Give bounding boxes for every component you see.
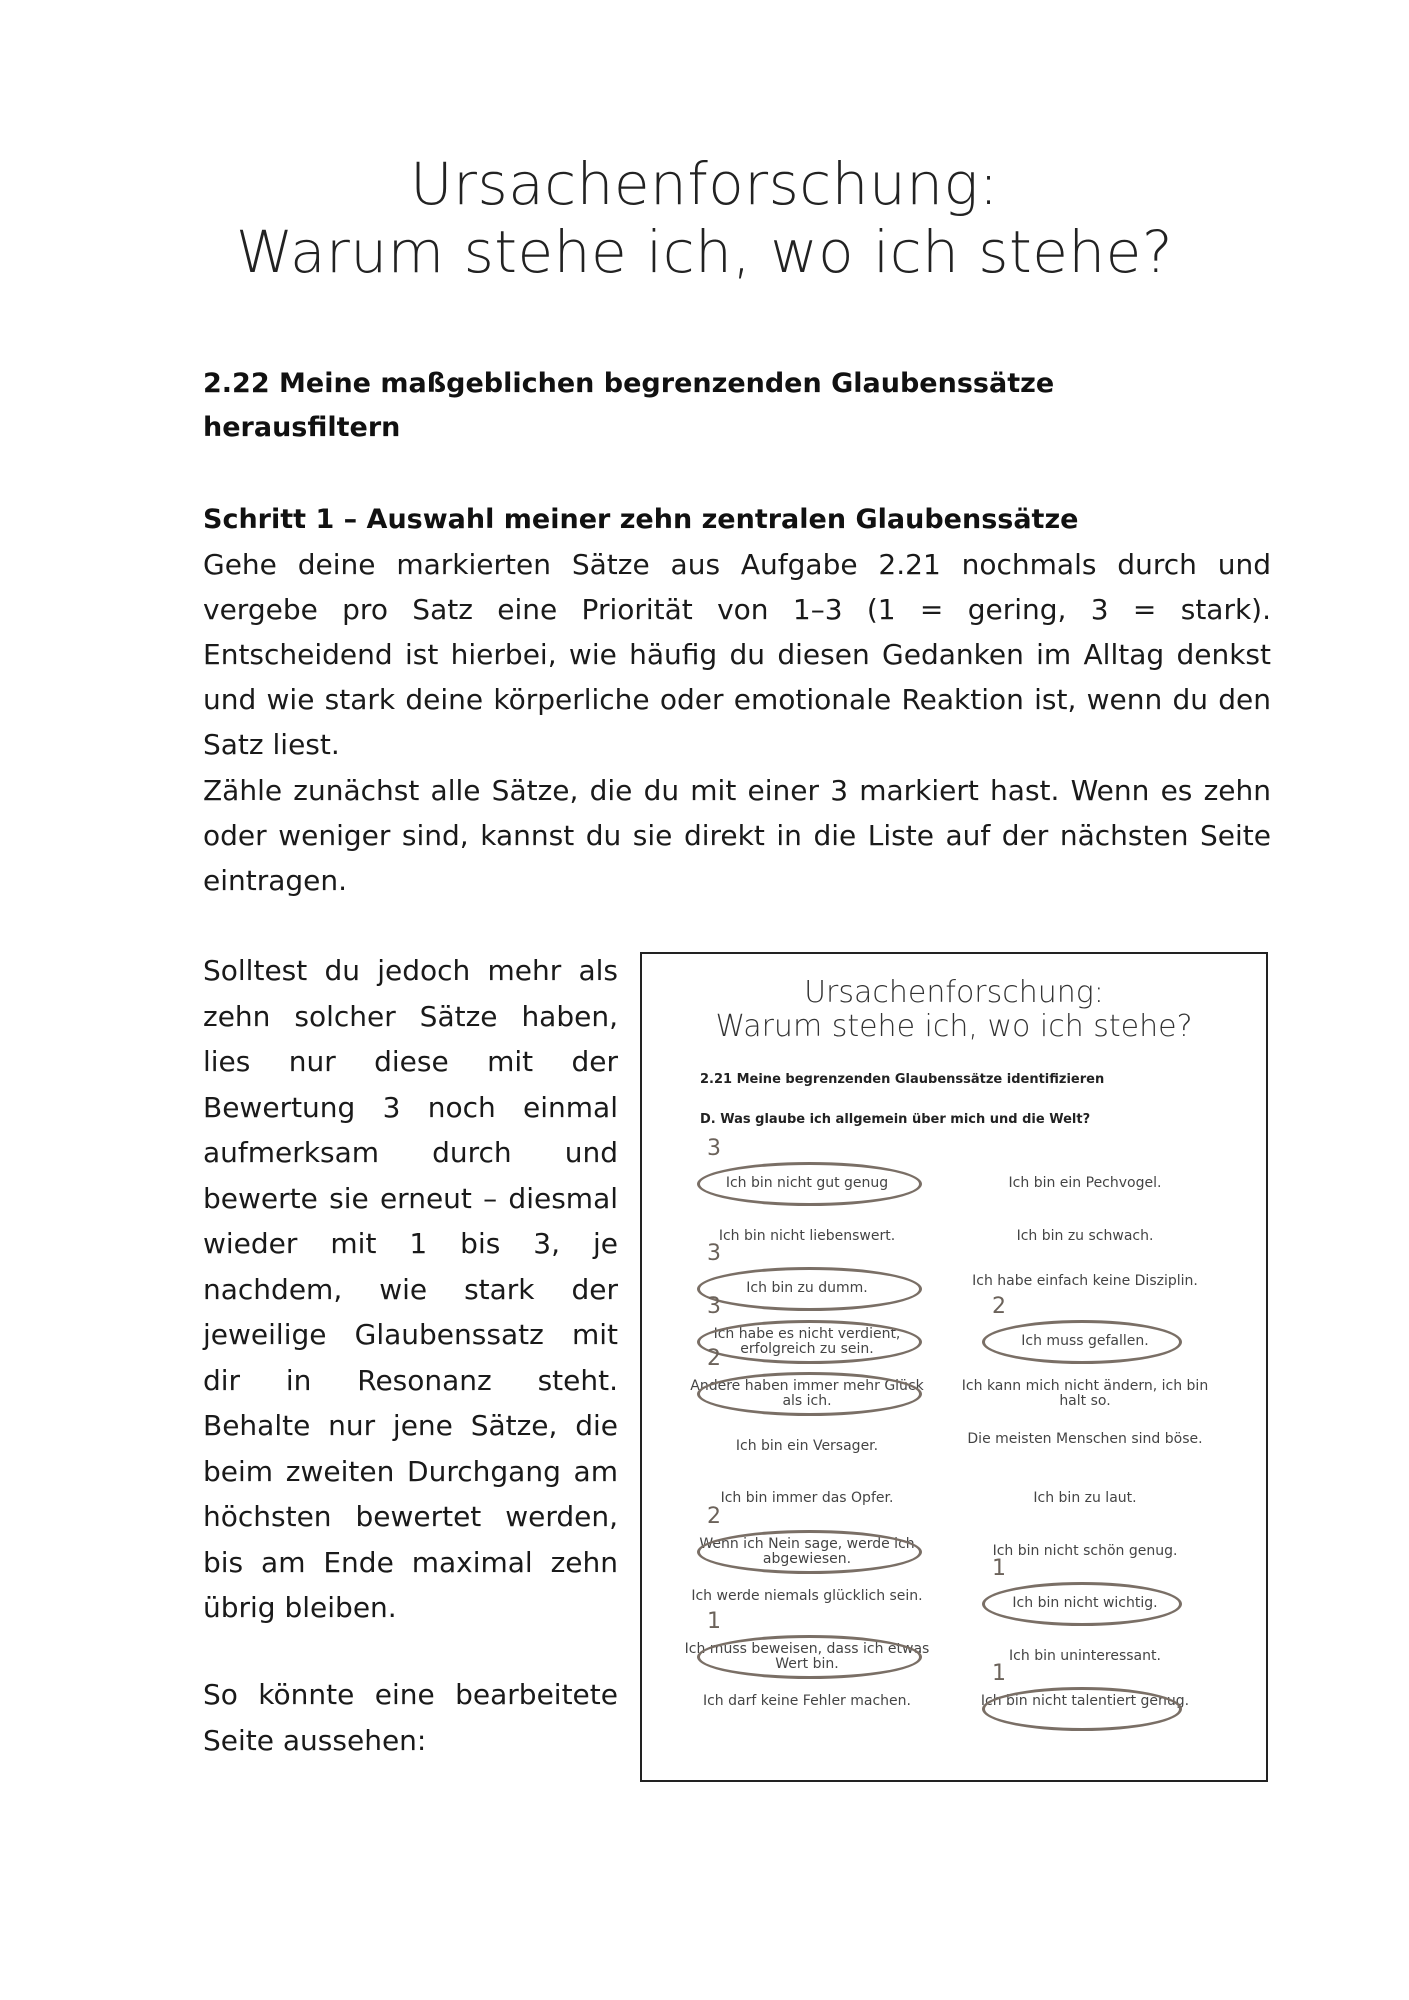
example-rating-left-10: 1 bbox=[707, 1608, 721, 1634]
example-circle-right-4 bbox=[982, 1320, 1182, 1364]
example-statement-left-9: Ich werde niemals glücklich sein. bbox=[691, 1588, 923, 1604]
example-statement-right-4: Ich muss gefallen. bbox=[1021, 1332, 1149, 1349]
example-rating-right-4: 2 bbox=[992, 1293, 1006, 1319]
page-title-line2: Warum stehe ich, wo ich stehe? bbox=[235, 218, 1174, 286]
example-circle-left-1 bbox=[697, 1162, 922, 1206]
example-statement-left-10: Ich muss beweisen, dass ich etwas Wert bin. bbox=[684, 1640, 930, 1672]
example-statement-right-2: Ich bin zu schwach. bbox=[1016, 1227, 1154, 1244]
paragraph-count: Zähle zunächst alle Sätze, die du mit einer 3 markiert hast. Wenn es zehn oder weniger sind, kannst du sie direkt in die Liste auf der nächsten Seite eintragen. bbox=[203, 774, 1271, 897]
example-rating-left-4: 3 bbox=[707, 1293, 721, 1319]
example-rating-left-5: 2 bbox=[707, 1346, 721, 1371]
page-title-line1: Ursachenforschung: bbox=[410, 150, 999, 218]
example-worksheet-image bbox=[640, 952, 1268, 1782]
example-circle-left-10 bbox=[697, 1635, 922, 1679]
example-circle-right-9 bbox=[982, 1582, 1182, 1626]
example-rating-right-9: 1 bbox=[992, 1556, 1006, 1581]
example-statement-left-11: Ich darf keine Fehler machen. bbox=[702, 1693, 911, 1709]
example-statement-left-6: Ich bin ein Versager. bbox=[735, 1437, 879, 1454]
example-rating-left-3: 3 bbox=[707, 1241, 721, 1266]
example-statement-right-1: Ich bin ein Pechvogel. bbox=[1008, 1175, 1162, 1191]
example-statement-right-7: Ich bin zu laut. bbox=[1033, 1490, 1137, 1506]
example-statement-left-5: Andere haben immer mehr Glück als ich. bbox=[690, 1378, 924, 1409]
section-heading: 2.22 Meine maßgeblichen begrenzenden Glaubenssätze herausfiltern bbox=[203, 368, 1055, 443]
step-heading: Schritt 1 – Auswahl meiner zehn zentralen Glaubenssätze bbox=[203, 504, 1079, 535]
example-title-line1: Ursachenforschung: bbox=[804, 975, 1104, 1010]
example-statement-right-6: Die meisten Menschen sind böse. bbox=[967, 1430, 1203, 1447]
example-statement-right-3: Ich habe einfach keine Disziplin. bbox=[972, 1273, 1198, 1289]
example-statement-right-5: Ich kann mich nicht ändern, ich bin halt so. bbox=[961, 1378, 1209, 1409]
example-statement-left-8: Wenn ich Nein sage, werde ich abgewiesen. bbox=[699, 1535, 915, 1567]
example-rating-left-1: 3 bbox=[707, 1136, 721, 1161]
paragraph-example-intro: So könnte eine bearbeitete Seite aussehen: bbox=[203, 1678, 618, 1757]
example-title bbox=[642, 976, 1266, 1044]
example-statement-right-10: Ich bin uninteressant. bbox=[1009, 1647, 1161, 1664]
example-statement-left-7: Ich bin immer das Opfer. bbox=[720, 1490, 894, 1506]
example-statement-left-2: Ich bin nicht liebenswert. bbox=[718, 1227, 896, 1244]
example-title-line2: Warum stehe ich, wo ich stehe? bbox=[715, 1009, 1193, 1044]
example-statement-right-9: Ich bin nicht wichtig. bbox=[1012, 1595, 1158, 1611]
example-circle-left-5 bbox=[697, 1372, 922, 1416]
example-statement-left-1: Ich bin nicht gut genug bbox=[725, 1175, 889, 1191]
example-circle-left-4 bbox=[697, 1320, 922, 1364]
example-statement-right-8: Ich bin nicht schön genug. bbox=[992, 1542, 1178, 1559]
example-subsection-heading: D. Was glaube ich allgemein über mich und die Welt? bbox=[700, 1112, 1091, 1127]
paragraph-priority: Gehe deine markierten Sätze aus Aufgabe 2.21 nochmals durch und vergebe pro Satz eine Priorität von 1–3 (1 = gering, 3 = stark). Entscheidend ist hierbei, wie häufig du diesen Gedanken im Alltag denkst und wie stark deine körperliche oder emotionale Reaktion ist, wenn du den Satz liest. bbox=[203, 548, 1271, 761]
example-section-heading: 2.21 Meine begrenzenden Glaubenssätze identifizieren bbox=[700, 1072, 1105, 1087]
example-rating-left-8: 2 bbox=[707, 1503, 721, 1529]
example-statement-right-11: Ich bin nicht talentiert genug. bbox=[980, 1693, 1190, 1709]
example-statement-left-3: Ich bin zu dumm. bbox=[746, 1280, 868, 1296]
example-circle-left-3 bbox=[697, 1267, 922, 1311]
page-title bbox=[0, 150, 1409, 286]
example-rating-right-11: 1 bbox=[992, 1661, 1006, 1686]
example-circle-left-8 bbox=[697, 1530, 922, 1574]
paragraph-rerate: Solltest du jedoch mehr als zehn solcher Sätze haben, lies nur diese mit der Bewertung 3 noch einmal aufmerksam durch und bewerte sie erneut – diesmal wieder mit 1 bis 3, je nachdem, wie stark der jeweilige Glaubenssatz mit dir in Resonanz steht. Behalte nur jene Sätze, die beim zweiten Durchgang am höchsten bewertet werden, bis am Ende maximal zehn übrig bleiben. bbox=[203, 954, 618, 1624]
example-statement-left-4: Ich habe es nicht verdient, erfolgreich zu sein. bbox=[713, 1325, 901, 1357]
example-circle-right-11 bbox=[982, 1687, 1182, 1731]
